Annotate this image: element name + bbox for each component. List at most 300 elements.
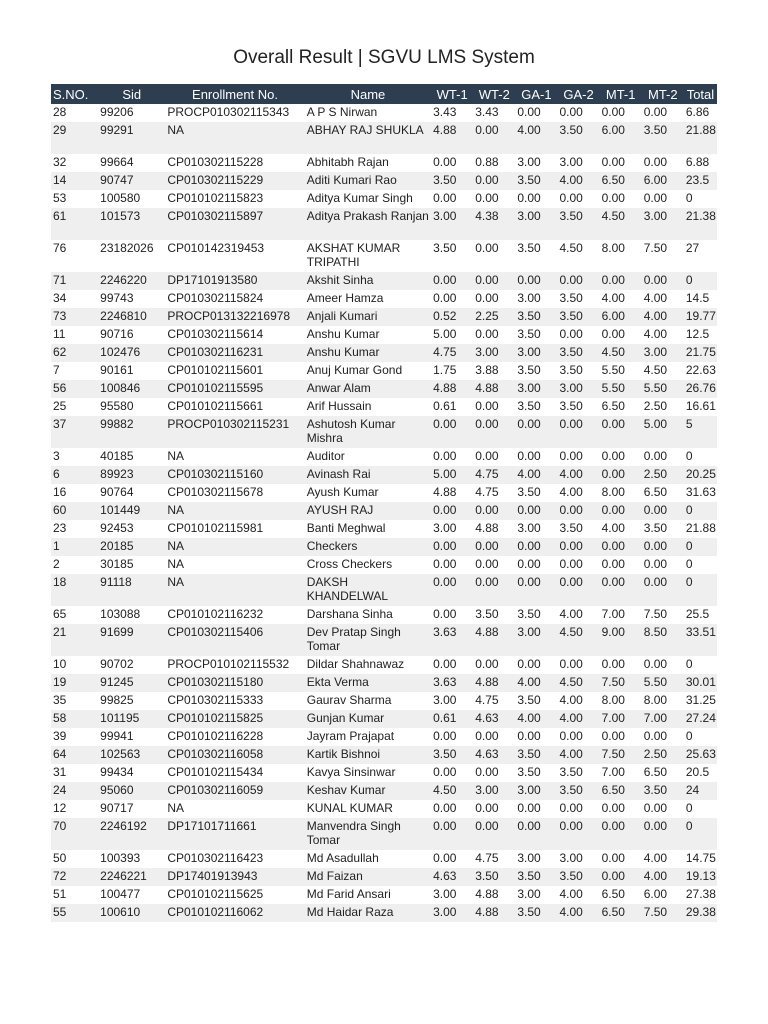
table-cell: 0.00 (642, 818, 684, 850)
table-cell: 0.00 (433, 191, 457, 205)
table-cell: 103088 (100, 607, 141, 621)
table-cell: CP010302116423 (167, 851, 264, 865)
table-cell: 1.75 (433, 363, 457, 377)
table-cell: 0.00 (559, 557, 583, 571)
table-cell: 4.75 (431, 344, 473, 362)
table-cell: 27 (685, 241, 700, 255)
table-cell: 25.63 (684, 746, 717, 764)
table-cell: 0.00 (517, 105, 541, 119)
table-cell: 100477 (100, 887, 141, 901)
table-row (51, 886, 717, 904)
table-cell: Manvendra Singh Tomar (305, 818, 431, 850)
table-cell: 0.00 (600, 416, 642, 448)
table-cell: Aditya Kumar Singh (306, 191, 413, 205)
table-cell: 20.5 (685, 765, 710, 779)
table-cell: 33.51 (684, 624, 717, 656)
table-cell: 8.50 (642, 624, 684, 656)
table-cell: 0.00 (643, 801, 668, 815)
table-row (51, 606, 717, 624)
table-cell: 4.75 (475, 851, 499, 865)
table-cell: 0.00 (600, 272, 642, 290)
table-row (51, 556, 717, 574)
table-cell: 26.76 (684, 380, 717, 398)
table-cell: 4.00 (601, 291, 625, 305)
table-cell: 3.50 (642, 782, 684, 800)
table-cell: 3.00 (642, 344, 684, 362)
table-cell: 0.00 (557, 538, 599, 556)
table-cell: 0.00 (473, 172, 515, 190)
table-cell: 21.75 (684, 344, 717, 362)
table-cell: 4.63 (473, 746, 515, 764)
table-cell: 73 (51, 308, 98, 326)
table-cell: 4.75 (475, 693, 499, 707)
table-cell: 0 (684, 502, 717, 520)
table-cell: 14.75 (685, 851, 716, 865)
table-cell: 0.00 (643, 155, 668, 169)
table-cell: 8.00 (601, 693, 625, 707)
table-cell: 4.00 (557, 746, 599, 764)
table-cell: KUNAL KUMAR (306, 801, 393, 815)
table-row (51, 240, 717, 272)
table-cell: 4.00 (559, 485, 583, 499)
table-cell: 0 (685, 191, 693, 205)
table-cell: 7.50 (643, 607, 668, 621)
table-cell: 0.00 (559, 449, 583, 463)
table-cell: 3.50 (431, 172, 473, 190)
table-cell: 3.00 (517, 155, 541, 169)
table-cell: 0 (685, 657, 693, 671)
table-cell: 0.00 (431, 416, 473, 448)
table-row (51, 484, 717, 502)
table-cell: 0.00 (431, 272, 473, 290)
table-row (51, 746, 717, 764)
table-cell: 0.00 (473, 818, 515, 850)
table-cell: Darshana Sinha (306, 607, 393, 621)
table-cell: 5 (684, 416, 717, 448)
table-cell: 5.50 (600, 380, 642, 398)
table-cell: 0.00 (517, 191, 541, 205)
table-cell: CP010302115333 (167, 693, 264, 707)
table-cell: Arif Hussain (306, 399, 372, 413)
table-cell: 0.00 (431, 574, 473, 606)
table-cell: NA (165, 538, 304, 556)
table-cell: 95580 (100, 399, 134, 413)
table-cell: 12.5 (685, 327, 710, 341)
table-header (51, 84, 717, 104)
table-cell: 0.00 (433, 155, 457, 169)
table-cell: AYUSH RAJ (305, 502, 431, 520)
table-cell: 0.00 (601, 657, 625, 671)
table-cell: 3.50 (517, 363, 541, 377)
table-cell: 4.50 (600, 344, 642, 362)
table-cell: Gunjan Kumar (305, 710, 431, 728)
table-cell: 0.00 (559, 801, 583, 815)
table-cell: 2.50 (643, 399, 668, 413)
table-cell: 3.50 (515, 172, 557, 190)
column-header: S.NO. (51, 84, 98, 104)
table-cell: 6.50 (601, 399, 625, 413)
column-header: Enrollment No. (165, 84, 304, 104)
page-title: Overall Result | SGVU LMS System (233, 47, 535, 68)
table-cell: 0.00 (475, 729, 499, 743)
table-cell: CP010102115434 (167, 765, 264, 779)
table-cell: 0.00 (642, 574, 684, 606)
table-cell: 0.00 (601, 327, 625, 341)
table-cell: PROCP013132216978 (165, 308, 304, 326)
table-row (51, 448, 717, 466)
table-cell: 60 (51, 502, 98, 520)
table-cell: 39 (53, 729, 67, 743)
table-cell: 90764 (100, 485, 134, 499)
table-cell: PROCP010302115343 (167, 105, 290, 119)
table-cell: 2 (53, 557, 60, 571)
table-cell: 21.38 (684, 208, 717, 240)
table-cell: 0.00 (475, 557, 499, 571)
table-cell: Ashutosh Kumar Mishra (305, 416, 431, 448)
table-cell: 27.38 (685, 887, 716, 901)
table-cell: 99291 (98, 122, 165, 154)
table-cell: 3.50 (643, 521, 668, 535)
table-cell: Keshav Kumar (305, 782, 431, 800)
table-cell: 99743 (100, 291, 134, 305)
table-cell: 34 (53, 291, 67, 305)
table-cell: 4.00 (643, 851, 668, 865)
table-cell: 3.50 (517, 693, 541, 707)
table-cell: 25 (53, 399, 67, 413)
table-cell: 19.77 (684, 308, 717, 326)
table-cell: 4.88 (473, 624, 515, 656)
table-cell: 0.00 (557, 574, 599, 606)
table-cell: Anwar Alam (305, 380, 431, 398)
table-cell: 2246810 (98, 308, 165, 326)
table-cell: 4.88 (473, 674, 515, 692)
table-cell: 89923 (98, 466, 165, 484)
table-cell: 0.00 (475, 765, 499, 779)
table-cell: 3.00 (559, 851, 583, 865)
table-row (51, 800, 717, 818)
table-cell: 0 (685, 449, 693, 463)
table-cell: Md Haidar Raza (305, 904, 431, 922)
table-cell: 0.00 (433, 557, 457, 571)
table-row (51, 674, 717, 692)
table-cell: 4.00 (559, 887, 583, 901)
table-cell: 3.63 (431, 624, 473, 656)
table-cell: 7.50 (643, 241, 668, 255)
table-cell: 0.00 (473, 272, 515, 290)
table-cell: 30.01 (684, 674, 717, 692)
table-cell: 0 (684, 272, 717, 290)
table-cell: 0.00 (600, 818, 642, 850)
table-cell: 0.00 (517, 657, 541, 671)
table-cell: 95060 (98, 782, 165, 800)
table-cell: 7.50 (642, 904, 684, 922)
table-cell: 3.43 (433, 105, 457, 119)
table-cell: 0.00 (642, 502, 684, 520)
table-cell: 0.00 (475, 241, 499, 255)
table-row (51, 344, 717, 362)
table-cell: CP010302115678 (167, 485, 264, 499)
table-cell: 3.50 (515, 746, 557, 764)
table-row (51, 308, 717, 326)
table-cell: 70 (51, 818, 98, 850)
table-cell: 0.00 (515, 416, 557, 448)
table-cell: 0.00 (515, 574, 557, 606)
table-cell: 0.00 (600, 502, 642, 520)
table-cell: 4.00 (557, 710, 599, 728)
table-cell: 0.00 (557, 416, 599, 448)
table-row (51, 692, 717, 710)
table-cell: 4.50 (600, 208, 642, 240)
table-cell: 4.50 (557, 624, 599, 656)
table-cell: 99825 (100, 693, 134, 707)
table-cell: 7.50 (600, 674, 642, 692)
table-cell: 7.00 (600, 710, 642, 728)
table-cell: 29 (51, 122, 98, 154)
table-cell: 6.00 (642, 172, 684, 190)
table-cell: 0.00 (433, 851, 457, 865)
table-cell: 4.88 (433, 485, 457, 499)
table-cell: 0.00 (643, 557, 668, 571)
table-row (51, 272, 717, 290)
table-cell: 6.50 (643, 485, 668, 499)
table-cell: 0.00 (601, 191, 625, 205)
table-cell: 3.50 (517, 399, 541, 413)
table-cell: 3.50 (433, 241, 457, 255)
result-table (51, 84, 717, 922)
table-cell: 19.13 (684, 868, 717, 886)
table-cell: Anjali Kumari (305, 308, 431, 326)
table-cell: 0.00 (643, 191, 668, 205)
table-cell: 3.50 (559, 291, 583, 305)
table-cell: 4.00 (557, 466, 599, 484)
table-cell: A P S Nirwan (306, 105, 378, 119)
table-cell: 3.00 (517, 521, 541, 535)
table-cell: 7.00 (601, 607, 625, 621)
column-header: GA-2 (557, 84, 599, 104)
table-cell: 0.61 (431, 710, 473, 728)
table-cell: 21.88 (684, 122, 717, 154)
table-cell: 19 (51, 674, 98, 692)
table-cell: 6.50 (643, 765, 668, 779)
table-cell: 4.00 (559, 607, 583, 621)
table-cell: 4.00 (559, 693, 583, 707)
table-cell: 21 (51, 624, 98, 656)
table-cell: 8.00 (601, 485, 625, 499)
table-cell: 5.50 (642, 380, 684, 398)
table-cell: 0.00 (601, 801, 625, 815)
table-cell: Ekta Verma (305, 674, 431, 692)
table-cell: 8.00 (643, 693, 668, 707)
table-cell: 8.00 (601, 241, 625, 255)
table-cell: 3.50 (559, 363, 583, 377)
table-cell: 9.00 (600, 624, 642, 656)
table-cell: 0.00 (643, 105, 668, 119)
table-row (51, 190, 717, 208)
table-cell: 50 (53, 851, 67, 865)
table-cell: 5.50 (601, 363, 625, 377)
table-cell: 0.00 (559, 105, 583, 119)
table-cell: 0.00 (517, 801, 541, 815)
table-row (51, 502, 717, 520)
table-cell: Kartik Bishnoi (305, 746, 431, 764)
table-cell: 5.00 (433, 327, 457, 341)
table-cell: 0.00 (475, 449, 499, 463)
table-cell: NA (167, 801, 184, 815)
table-cell: 3.88 (475, 363, 499, 377)
table-row (51, 850, 717, 868)
table-cell: 0.00 (473, 574, 515, 606)
table-cell: 0.00 (431, 818, 473, 850)
table-row (51, 122, 717, 154)
table-cell: 32 (53, 155, 67, 169)
table-cell: 4.88 (473, 380, 515, 398)
table-cell: Akshit Sinha (305, 272, 431, 290)
table-cell: 0.00 (433, 607, 457, 621)
table-cell: 2246220 (98, 272, 165, 290)
table-cell: CP010302115824 (167, 291, 264, 305)
table-cell: 16.61 (685, 399, 716, 413)
table-cell: 0.00 (601, 155, 625, 169)
table-cell: 3.00 (517, 887, 541, 901)
table-cell: Md Farid Ansari (306, 887, 391, 901)
table-cell: 0 (684, 574, 717, 606)
table-cell: 3.00 (515, 208, 557, 240)
table-cell: 7.50 (600, 746, 642, 764)
table-cell: 0 (685, 729, 693, 743)
table-cell: 0.00 (475, 191, 499, 205)
table-cell: 90717 (100, 801, 134, 815)
table-cell: 4.63 (473, 710, 515, 728)
table-row (51, 208, 717, 240)
table-cell: 3.50 (517, 765, 541, 779)
table-cell: 3.00 (473, 782, 515, 800)
table-cell: Anshu Kumar (306, 327, 380, 341)
table-cell: Anshu Kumar (305, 344, 431, 362)
table-cell: 6.00 (600, 308, 642, 326)
table-cell: 6.50 (600, 172, 642, 190)
table-cell: 3.00 (433, 693, 457, 707)
table-cell: 4.50 (559, 241, 583, 255)
table-cell: 55 (51, 904, 98, 922)
table-cell: 4.00 (515, 710, 557, 728)
table-cell: 0.00 (433, 729, 457, 743)
table-cell: 3.50 (475, 607, 499, 621)
table-cell: 3.00 (515, 380, 557, 398)
table-cell: 4.00 (642, 868, 684, 886)
table-cell: Dev Pratap Singh Tomar (305, 624, 431, 656)
table-cell: 27.24 (684, 710, 717, 728)
table-cell: 6.86 (685, 105, 710, 119)
table-cell: 6.50 (600, 904, 642, 922)
table-cell: CP010302116058 (165, 746, 304, 764)
table-cell: 100846 (98, 380, 165, 398)
table-cell: 37 (51, 416, 98, 448)
table-cell: Cross Checkers (306, 557, 393, 571)
table-cell: Dildar Shahnawaz (306, 657, 405, 671)
table-cell: 4.50 (557, 674, 599, 692)
table-cell: 0.00 (643, 729, 668, 743)
table-row (51, 656, 717, 674)
table-cell: 71 (51, 272, 98, 290)
table-cell: 3.50 (557, 308, 599, 326)
table-cell: 24 (684, 782, 717, 800)
table-cell: 7.00 (642, 710, 684, 728)
table-cell: 5.50 (642, 674, 684, 692)
table-cell: 6.00 (643, 887, 668, 901)
table-cell: 0.00 (473, 416, 515, 448)
table-cell: NA (165, 502, 304, 520)
table-cell: 0 (685, 557, 693, 571)
table-cell: Md Faizan (305, 868, 431, 886)
table-cell: 29.38 (684, 904, 717, 922)
table-row (51, 728, 717, 746)
table-row (51, 868, 717, 886)
table-cell: 3.00 (431, 904, 473, 922)
table-cell: Abhitabh Rajan (306, 155, 389, 169)
table-cell: 4.38 (473, 208, 515, 240)
table-cell: 3 (53, 449, 60, 463)
table-row (51, 398, 717, 416)
column-header: GA-1 (515, 84, 557, 104)
table-cell: Gaurav Sharma (306, 693, 392, 707)
table-cell: 0.00 (473, 122, 515, 154)
table-cell: DP17101711661 (165, 818, 304, 850)
table-cell: 0.00 (433, 657, 457, 671)
table-cell: 4.00 (515, 674, 557, 692)
table-cell: 2.50 (642, 746, 684, 764)
table-cell: CP010102115661 (167, 399, 264, 413)
table-cell: 51 (53, 887, 67, 901)
table-cell: 4.88 (475, 521, 499, 535)
table-cell: Anuj Kumar Gond (306, 363, 403, 377)
table-cell: CP010142319453 (167, 241, 265, 255)
table-cell: 0.00 (559, 327, 583, 341)
table-cell: 28 (53, 105, 67, 119)
table-cell: 0.88 (475, 155, 499, 169)
table-cell: CP010302116059 (165, 782, 304, 800)
table-cell: 0.00 (475, 327, 499, 341)
table-cell: 14.5 (685, 291, 710, 305)
table-cell: 3.00 (515, 782, 557, 800)
table-cell: 2246192 (98, 818, 165, 850)
table-cell: 3.63 (431, 674, 473, 692)
table-row (51, 624, 717, 656)
table-cell: 0.00 (600, 574, 642, 606)
table-row (51, 326, 717, 344)
column-header: MT-1 (600, 84, 642, 104)
table-cell: DAKSH KHANDELWAL (305, 574, 431, 606)
table-cell: 0.00 (433, 801, 457, 815)
table-cell: Ayush Kumar (306, 485, 379, 499)
table-cell: CP010302115406 (165, 624, 304, 656)
table-cell: 3.00 (473, 344, 515, 362)
table-cell: 0.00 (600, 466, 642, 484)
table-cell: 21.88 (685, 521, 716, 535)
table-cell: 0.00 (601, 557, 625, 571)
table-cell: 64 (51, 746, 98, 764)
table-cell: 90161 (100, 363, 134, 377)
table-cell: 100580 (100, 191, 141, 205)
table-cell: CP010102115601 (167, 363, 264, 377)
table-cell: 3.50 (557, 782, 599, 800)
table-cell: 92453 (100, 521, 134, 535)
table-cell: 4.75 (475, 485, 499, 499)
table-row (51, 538, 717, 556)
table-cell: 4.88 (475, 887, 499, 901)
table-cell: 3.00 (642, 208, 684, 240)
table-cell: CP010302115614 (167, 327, 264, 341)
table-cell: 0.00 (643, 657, 668, 671)
